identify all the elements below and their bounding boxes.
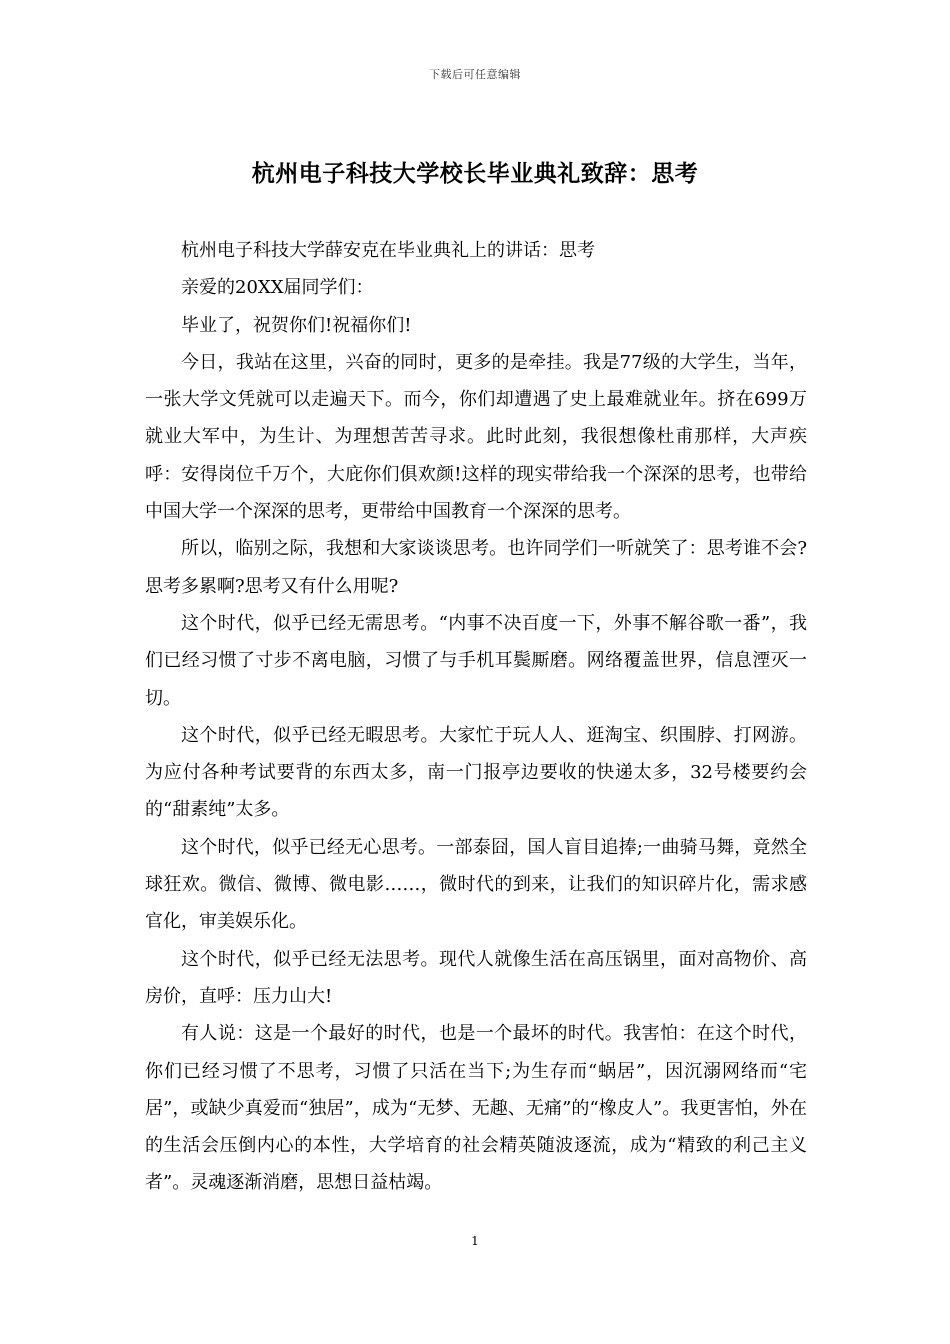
paragraph-body: 所以，临别之际，我想和大家谈谈思考。也许同学们一听就笑了：思考谁不会?思考多累啊?思考又有什么用呢? — [145, 538, 807, 597]
document-body — [145, 232, 807, 1202]
paragraph-body: 这个时代，似乎已经无需思考。“内事不决百度一下，外事不解谷歌一番”，我们已经习惯了寸步不离电脑，习惯了与手机耳鬓厮磨。网络覆盖世界，信息湮灭一切。 — [145, 612, 807, 709]
paragraph-body: 有人说：这是一个最好的时代，也是一个最坏的时代。我害怕：在这个时代，你们已经习惯了不思考，习惯了只活在当下;为生存而“蜗居”，因沉溺网络而“宅居”，或缺少真爱而“独居”，成为“无梦、无趣、无痛”的“橡皮人”。我更害怕，外在的生活会压倒内心的本性，大学培育的社会精英随波逐流，成为“精致的利己主义者”。灵魂逐渐消磨，思想日益枯竭。 — [145, 1023, 807, 1194]
document-title: 杭州电子科技大学校长毕业典礼致辞：思考 — [251, 160, 699, 187]
paragraph-body: 今日，我站在这里，兴奋的同时，更多的是牵挂。我是77级的大学生，当年，一张大学文凭就可以走遍天下。而今，你们却遭遇了史上最难就业年。挤在699万就业大军中，为生计、为理想苦苦寻求。此时此刻，我很想像杜甫那样，大声疾呼：安得岗位千万个，大庇你们俱欢颜!这样的现实带给我一个深深的思考，也带给中国大学一个深深的思考，更带给中国教育一个深深的思考。 — [145, 351, 807, 523]
header-note: 下载后可任意编辑 — [429, 68, 521, 81]
paragraph-body: 这个时代，似乎已经无暇思考。大家忙于玩人人、逛淘宝、织围脖、打网游。为应付各种考试要背的东西太多，南一门报亭边要收的快递太多，32号楼要约会的“甜素纯”太多。 — [145, 724, 807, 821]
paragraph-body: 这个时代，似乎已经无法思考。现代人就像生活在高压锅里，面对高物价、高房价，直呼：压力山大! — [145, 948, 807, 1007]
page-number: 1 — [471, 1234, 479, 1248]
paragraph-speaker-line: 杭州电子科技大学薛安克在毕业典礼上的讲话：思考 — [181, 240, 595, 261]
paragraph-body: 这个时代，似乎已经无心思考。一部泰囧，国人盲目追捧;一曲骑马舞，竟然全球狂欢。微信、微博、微电影……，微时代的到来，让我们的知识碎片化，需求感官化，审美娱乐化。 — [145, 836, 807, 933]
paragraph-salutation: 亲爱的20XX届同学们： — [181, 277, 374, 299]
paragraph-congratulation: 毕业了，祝贺你们!祝福你们! — [181, 314, 412, 336]
